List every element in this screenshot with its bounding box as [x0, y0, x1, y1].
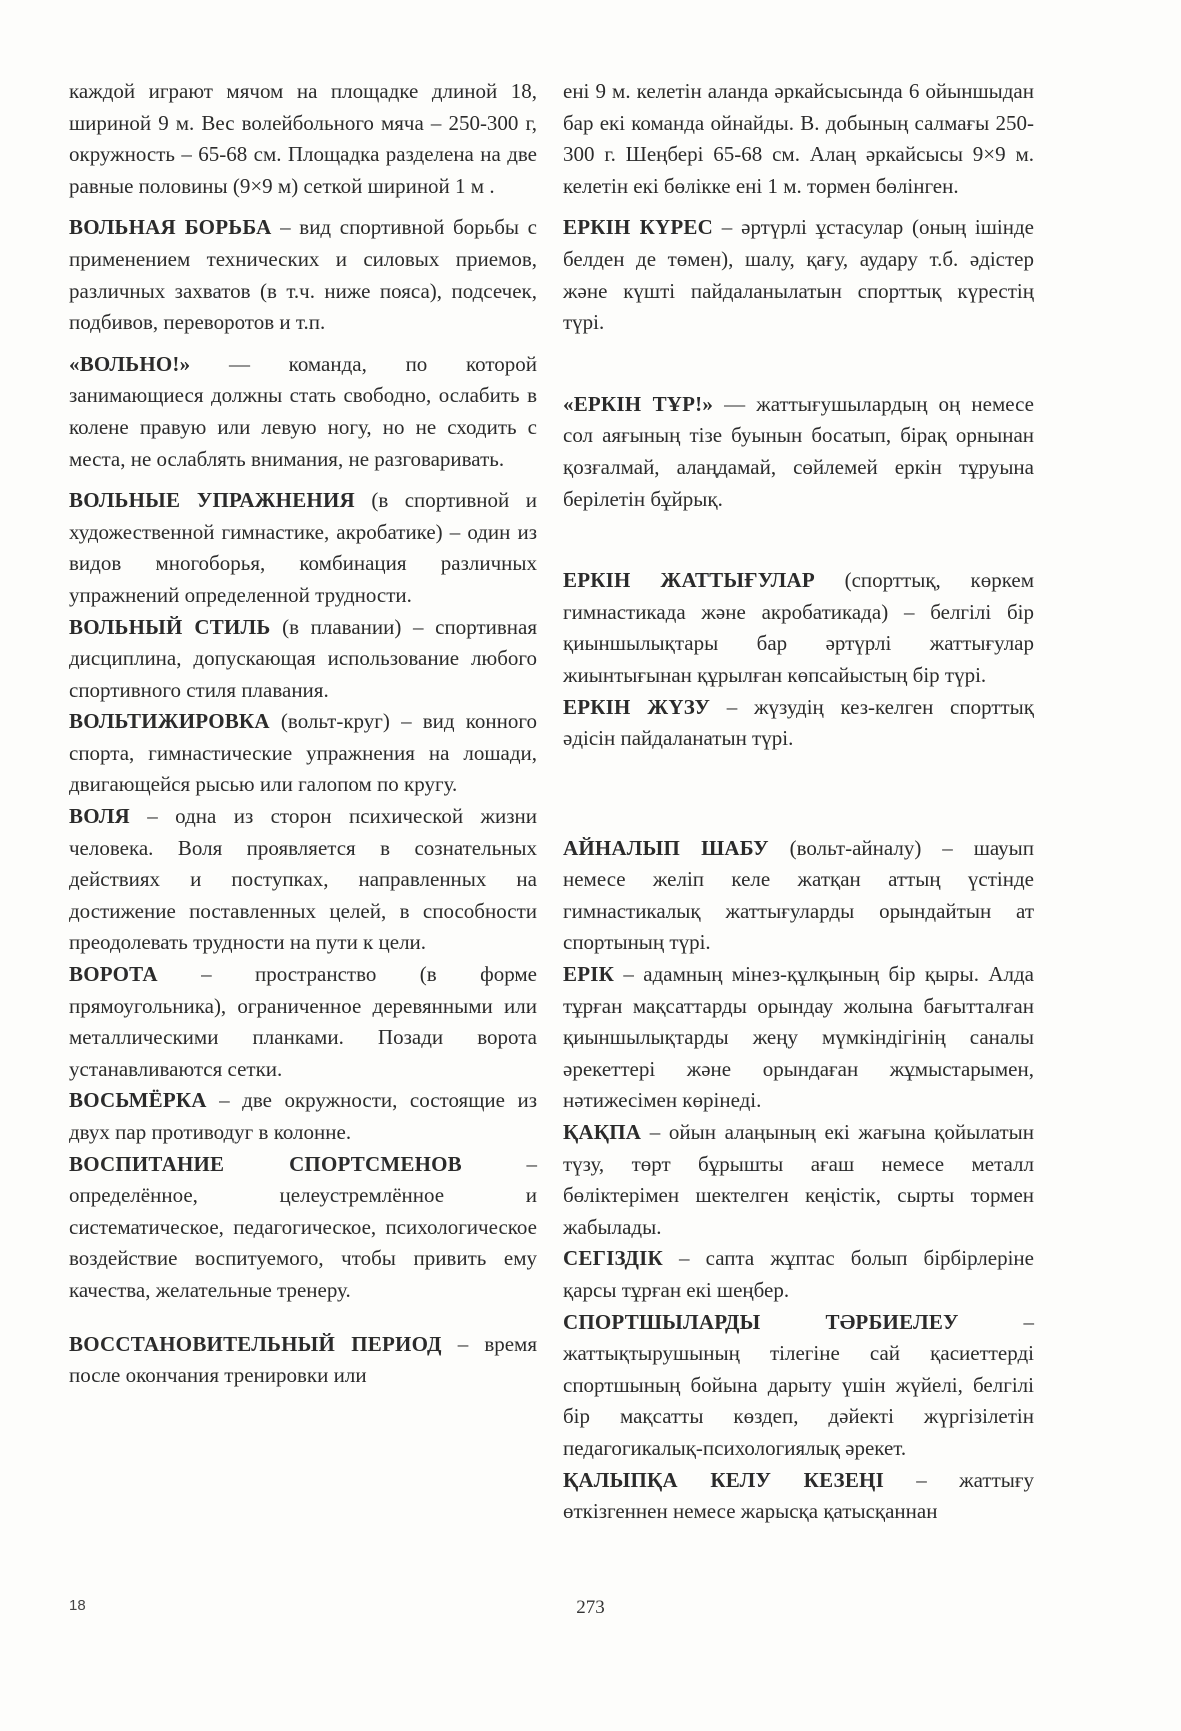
entry-term: ВОСПИТАНИЕ СПОРТСМЕНОВ	[69, 1151, 462, 1176]
entry-erkin-kures	[563, 212, 1034, 338]
entry-volleyball-continuation-kz	[563, 76, 1034, 202]
entry-term: ВОССТАНОВИТЕЛЬНЫЙ ПЕРИОД	[69, 1331, 442, 1356]
entry-definition: (спорттық, көркем гимнастикада және акробатикада) – белгілі бір қиыншылықтары бар әртүрлі жаттығулар жиынтығынан құрылған көпсайыстың бір түрі.	[563, 568, 1034, 687]
entry-term: ЕРКІН ЖҮЗУ	[563, 694, 711, 719]
entry-volno	[69, 349, 537, 475]
entry-sportshylardy-tarbieleu	[563, 1307, 1034, 1465]
entry-vospitanie-sportsmenov	[69, 1149, 537, 1307]
entry-definition: – сапта жұптас болып бірбірлеріне қарсы тұрған екі шеңбер.	[563, 1246, 1034, 1302]
right-column-kazakh	[563, 76, 1034, 1528]
left-column-russian	[69, 76, 537, 1392]
entry-qalypqa-kelu-kezeni	[563, 1465, 1034, 1528]
entry-definition: – ойын алаңының екі жағына қойылатын түзу, төрт бұрышты ағаш немесе металл бөліктерімен шектелген кеңістік, сырты тормен жабылады.	[563, 1120, 1034, 1239]
entry-term: «ЕРКІН ТҰР!»	[563, 391, 714, 416]
entry-definition: – время после окончания тренировки или	[69, 1331, 537, 1388]
entry-term: «ВОЛЬНО!»	[69, 351, 191, 376]
entry-vosstanovitelny-period	[69, 1329, 537, 1392]
entry-vosmyorka	[69, 1085, 537, 1148]
entry-definition: – определённое, целеустремлённое и систематическое, педагогическое, психологическое воздействие воспитуемого, чтобы привить ему качества, желательные тренеру.	[69, 1151, 538, 1302]
entry-definition: (вольт-круг) – вид конного спорта, гимнастические упражнения на лошади, двигающейся рысью или галопом по кругу.	[69, 709, 537, 797]
entry-definition: — команда, по которой занимающиеся должны стать свободно, ослабить в колене правую или левую ногу, но не сходить с места, не ослаблять внимания, не разговаривать.	[69, 351, 537, 471]
entry-volleyball-continuation	[69, 76, 537, 202]
entry-term: ВОЛЯ	[69, 804, 130, 829]
entry-definition: (вольт-айналу) – шауып немесе желіп келе жатқан аттың үстінде гимнастикалық жаттығуларды орындайтын ат спортының түрі.	[563, 835, 1034, 955]
entry-definition: – одна из сторон психической жизни человека. Воля проявляется в сознательных действиях и поступках, направленных на достижение поставленных целей, в способности преодолевать трудности на пути к цели.	[69, 804, 537, 955]
entry-term: ЕРКІН ЖАТТЫҒУЛАР	[563, 568, 815, 593]
entry-ainalyp-shabu	[563, 833, 1034, 959]
entry-erkin-zhattygular	[563, 565, 1034, 691]
entry-definition: – вид спортивной борьбы с применением технических и силовых приемов, различных захватов (в т.ч. ниже пояса), подсечек, подбивов, переворотов и т.п.	[69, 215, 537, 335]
entry-erik	[563, 959, 1034, 1117]
entry-erkin-zhuzu	[563, 692, 1034, 755]
entry-definition: ені 9 м. келетін аланда әркайсысында 6 ойыншыдан бар екі команда ойнайды. В. добының салмағы 250-300 г. Шеңбері 65-68 см. Алаң әркайсысы 9×9 м. келетін екі бөлікке ені 1 м. тормен бөлінген.	[563, 79, 1034, 198]
entry-definition: каждой играют мячом на площадке длиной 18, шириной 9 м. Вес волейбольного мяча – 250-300 г, окружность – 65-68 см. Площадка разделена на две равные половины (9×9 м) сеткой шириной 1 м .	[69, 79, 537, 198]
entry-vorota	[69, 959, 537, 1085]
entry-volny-stil	[69, 612, 537, 707]
entry-definition: – жүзудің кез-келген спорттық әдісін пайдаланатын түрі.	[563, 694, 1034, 751]
entry-definition: (в спортивной и художественной гимнастике, акробатике) – один из видов многоборья, комбинация различных упражнений определенной трудности.	[69, 488, 537, 607]
entry-term: ВОРОТА	[69, 962, 158, 987]
printer-signature-mark: 18	[69, 1597, 86, 1614]
entry-volnye-uprazhneniya	[69, 485, 537, 611]
entry-volnaya-borba	[69, 212, 537, 338]
entry-voltizhirovka	[69, 706, 537, 801]
entry-term: ВОЛЬНЫЙ СТИЛЬ	[69, 614, 271, 639]
entry-definition: – адамның мінез-құлқының бір қыры. Алда тұрған мақсаттарды орындау жолына бағытталған қиыншылықтарды жеңу мүмкіндігінің саналы әрекеттері және орындаған жұмыстарымен, нәтижесімен көрінеді.	[563, 962, 1034, 1113]
entry-segizdik	[563, 1243, 1034, 1306]
entry-definition: (в плавании) – спортивная дисциплина, допускающая использование любого спортивного стиля плавания.	[69, 614, 537, 702]
entry-definition: – әртүрлі ұстасулар (оның ішінде белден де төмен), шалу, қағу, аудару т.б. әдістер және күшті пайдаланылатын спорттық күрестің түрі.	[563, 215, 1034, 335]
entry-qaqpa	[563, 1117, 1034, 1243]
entry-definition: – две окружности, состоящие из двух пар противодуг в колонне.	[69, 1088, 537, 1144]
entry-term: АЙНАЛЫП ШАБУ	[563, 835, 769, 860]
entry-term: ЕРІК	[563, 962, 615, 987]
entry-definition: – пространство (в форме прямоугольника), ограниченное деревянными или металлическими планками. Позади ворота устанавливаются сетки.	[69, 962, 537, 1081]
entry-term: ҚАҚПА	[563, 1120, 642, 1145]
entry-term: ЕРКІН КҮРЕС	[563, 215, 713, 240]
entry-volya	[69, 801, 537, 959]
entry-term: ВОЛЬНЫЕ УПРАЖНЕНИЯ	[69, 488, 355, 513]
entry-definition: – жаттығу өткізгеннен немесе жарысқа қатысқаннан	[563, 1467, 1034, 1524]
page-number: 273	[576, 1597, 605, 1618]
entry-definition: – жаттықтырушының тілегіне сай қасиеттерді спортшының бойына дарыту үшін жүйелі, белгілі бір мақсатты көздеп, дәйекті жүргізілетін педагогикалық-психологиялық әрекет.	[563, 1309, 1034, 1460]
entry-term: ВОСЬМЁРКА	[69, 1088, 207, 1113]
entry-term: СПОРТШЫЛАРДЫ ТӘРБИЕЛЕУ	[563, 1309, 959, 1334]
entry-term: ВОЛЬНАЯ БОРЬБА	[69, 215, 272, 240]
entry-definition: — жаттығушылардың оң немесе сол аяғының тізе буынын босатып, бірақ орнынан қозғалмай, алаңдамай, сөйлемей еркін тұруына берілетін бұйрық.	[563, 391, 1034, 511]
entry-term: СЕГІЗДІК	[563, 1246, 663, 1271]
entry-term: ВОЛЬТИЖИРОВКА	[69, 709, 270, 734]
entry-erkin-tur	[563, 389, 1034, 515]
entry-term: ҚАЛЫПҚА КЕЛУ КЕЗЕҢІ	[563, 1467, 884, 1492]
